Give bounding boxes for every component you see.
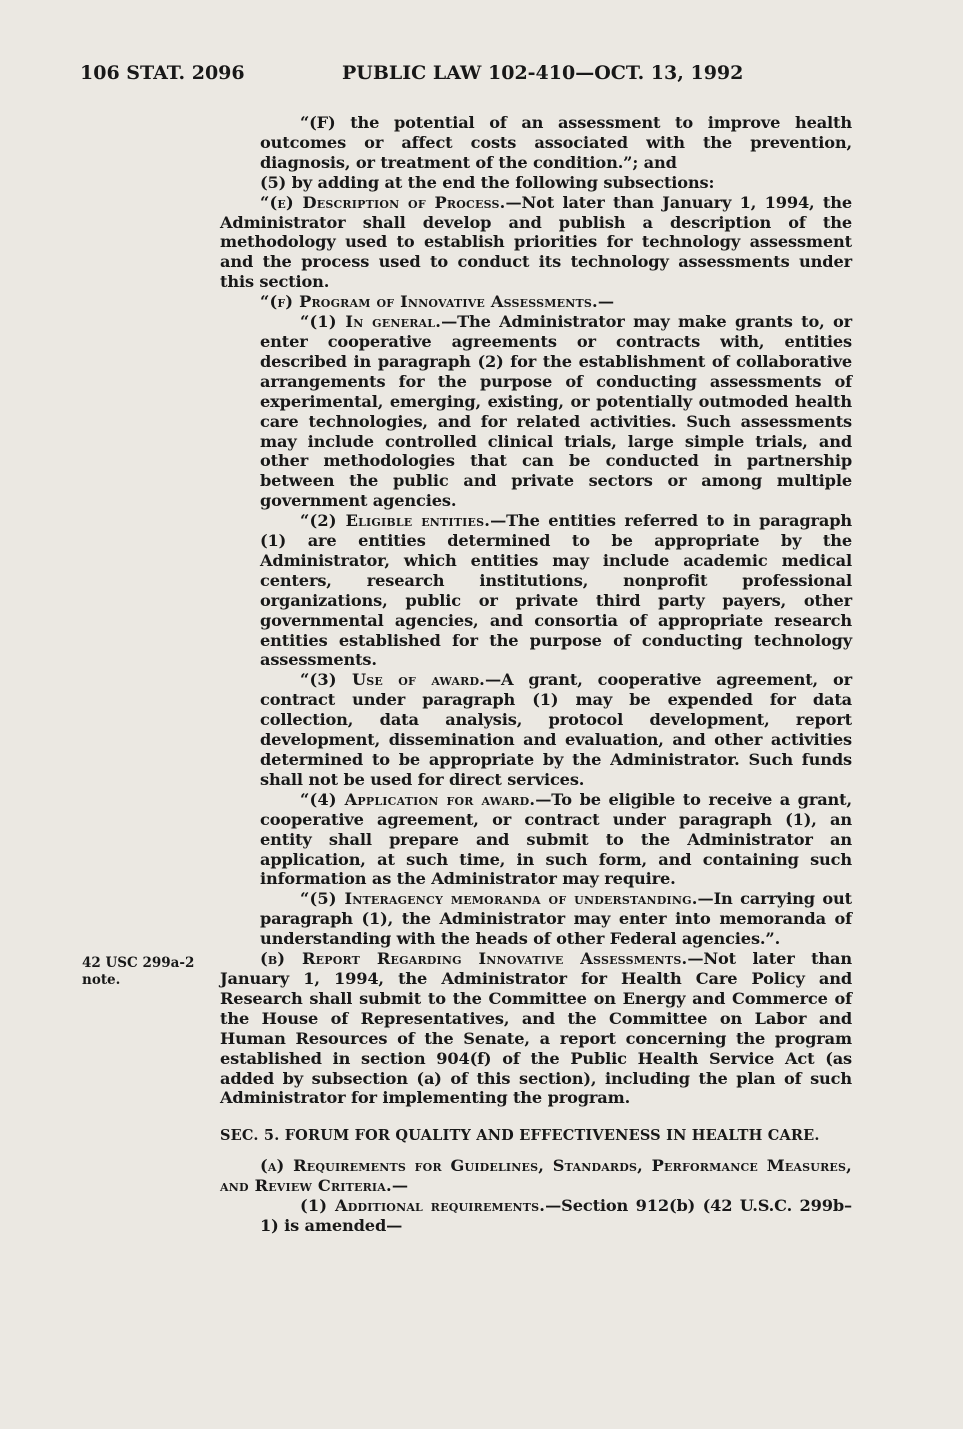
subsection-e-heading: “(e) Description of Process. — [260, 192, 506, 212]
paragraph-f2-body: —The entities referred to in paragraph (1) are entities determined to be appropriate by the Administrator, which entities may include academic medical centers, research institutions, nonprofit professional organizations, public or private third party payers, other governmental agencies, and consortia of appropriate research entities established for the purpose of conducting technology assessments. — [260, 511, 852, 670]
section-5-heading: SEC. 5. FORUM FOR QUALITY AND EFFECTIVENESS IN HEALTH CARE. — [220, 1127, 820, 1145]
subsection-a-heading: (a) Requirements for Guidelines, Standards, Performance Measures, and Review Criteria.— — [220, 1156, 852, 1196]
page-header — [80, 62, 850, 90]
statute-page-reference: 106 STAT. 2096 — [80, 62, 245, 84]
paragraph-f1 — [220, 312, 852, 511]
subsection-b-heading: (b) Report Regarding Innovative Assessments. — [260, 949, 688, 969]
subsection-e-body: —Not later than January 1, 1994, the Administrator shall develop and publish a description of the methodology used to establish priorities for technology assessment and the process used to conduct its technology assessments under this section. — [220, 192, 852, 292]
subsection-f-heading: “(f) Program of Innovative Assessments.— — [260, 292, 615, 312]
paragraph-f4 — [220, 790, 852, 890]
paragraph-f2-heading: “(2) Eligible entities. — [300, 511, 491, 531]
subsection-e — [220, 193, 852, 293]
paragraph-a1-body: —Section 912(b) (42 U.S.C. 299b–1) is amended— — [260, 1196, 852, 1235]
margin-note-citation: 42 USC 299a-2 — [82, 955, 195, 971]
public-law-reference: PUBLIC LAW 102-410—OCT. 13, 1992 — [342, 62, 744, 84]
paragraph-a1 — [220, 1196, 852, 1236]
paragraph-a1-heading: (1) Additional requirements. — [300, 1196, 546, 1216]
paragraph-f4-heading: “(4) Application for award. — [300, 789, 536, 809]
paragraph-f4-body: —To be eligible to receive a grant, cooperative agreement, or contract under paragraph (1), an entity shall prepare and submit to the Administrator an application, at such time, in such form, and containing such information as the Administrator may require. — [260, 789, 852, 889]
subsection-b-body: —Not later than January 1, 1994, the Administrator for Health Care Policy and Research shall submit to the Committee on Energy and Commerce of the House of Representatives, and the Committee on Labor and Human Resources of the Senate, a report concerning the program established in section 904(f) of the Public Health Service Act (as added by subsection (a) of this section), including the plan of such Administrator for implementing the program. — [220, 949, 853, 1108]
paragraph-f1-heading: “(1) In general. — [300, 312, 442, 332]
paragraph-f5 — [220, 889, 852, 949]
paragraph-item-5: (5) by adding at the end the following subsections: — [260, 172, 715, 192]
statute-body — [220, 113, 852, 1236]
paragraph-f5-body: —In carrying out paragraph (1), the Administrator may enter into memoranda of understanding with the heads of other Federal agencies.”. — [260, 889, 852, 949]
paragraph-f2 — [220, 511, 852, 670]
paragraph-f-potential: “(F) the potential of an assessment to improve health outcomes or affect costs associated with the prevention, diagnosis, or treatment of the condition.”; and — [260, 113, 852, 172]
margin-note-label: note. — [82, 972, 121, 988]
subsection-b — [220, 949, 852, 1108]
paragraph-f3 — [220, 670, 852, 789]
paragraph-f3-body: —A grant, cooperative agreement, or contract under paragraph (1) may be expended for data collection, data analysis, protocol development, report development, dissemination and evaluation, and other activities determined to be appropriate by the Administrator. Such funds shall not be used for direct services. — [260, 670, 852, 789]
paragraph-f5-heading: “(5) Interagency memoranda of understanding. — [300, 889, 698, 909]
margin-note — [82, 955, 202, 989]
paragraph-f1-body: —The Administrator may make grants to, or enter cooperative agreements or contracts with, entities described in paragraph (2) for the establishment of collaborative arrangements for the purpose of conducting assessments of experimental, emerging, existing, or potentially outmoded health care technologies, and for related activities. Such assessments may include controlled clinical trials, large simple trials, and other methodologies that can be conducted in partnership between the public and private sectors or among multiple government agencies. — [260, 312, 852, 511]
paragraph-f3-heading: “(3) Use of award. — [300, 670, 486, 690]
